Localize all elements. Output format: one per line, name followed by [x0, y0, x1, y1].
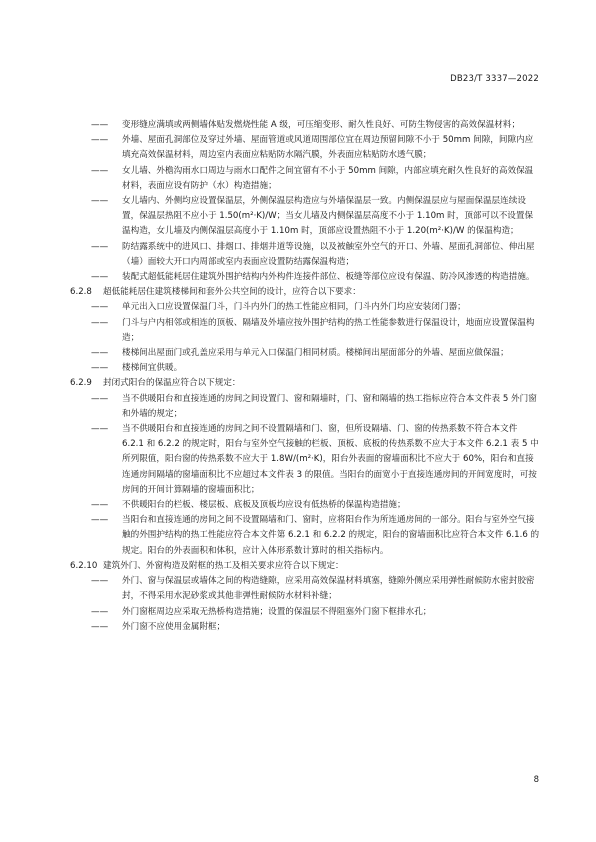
list-item [70, 300, 540, 315]
document-body [70, 118, 540, 635]
list-item [70, 118, 540, 133]
dash-marker: —— [91, 302, 109, 313]
list-item-text: 单元出入口应设置保温门斗，门斗内外门的热工性能应相同，门斗内外门均应安装闭门器； [122, 302, 466, 313]
clause [70, 285, 540, 300]
dash-marker: —— [91, 120, 109, 130]
document-code: DB23/T 3337—2022 [450, 74, 539, 84]
list-item-text: 当阳台和直接连通的房间之间不设置隔墙和门、窗时，应将阳台作为所连通房间的一部分。阳台与室外空气接触的外围护结构的热工性能应符合本文件第 6.2.1 和 6.2.2 的规定，阳台的窗墙面积比应符合本文件 6.1.6 的规定。阳台的外表面积和体积，应计入体形系数计算时的相关指标内。 [122, 515, 540, 556]
list-item [70, 392, 540, 422]
list-item [70, 194, 540, 240]
dash-marker: —— [91, 424, 109, 435]
list-item-text: 当不供暖阳台和直接连通的房间之间设置门、窗和隔墙时，门、窗和隔墙的热工指标应符合本文件表 5 外门窗和外墙的规定； [122, 393, 537, 419]
list-item-text: 楼梯间宜供暖。 [122, 363, 183, 374]
dash-marker: —— [91, 363, 109, 374]
list-item-text: 外门、窗与保温层或墙体之间的构造缝隙，应采用高效保温材料填塞，缝隙外侧应采用弹性耐候防水密封胶密封，不得采用水泥砂浆或其他非弹性耐候防水材料补缝； [122, 576, 535, 602]
clause-text: 建筑外门、外窗构造及附框的热工及相关要求应符合以下规定： [103, 560, 344, 571]
list-item-text: 防结露系统中的进风口、排烟口、排烟井道等设施，以及被触室外空气的开口、外墙、屋面孔洞部位、伸出屋（墙）面较大开口内周部或室内表面应设置防结露保温构造； [122, 241, 535, 267]
dash-marker: —— [91, 393, 109, 404]
list-item-text: 门斗与户内相邻或相连的顶板、隔墙及外墙应按外围护结构的热工性能参数进行保温设计，地面应设置保温构造； [122, 317, 535, 343]
list-item-text: 不供暖阳台的栏板、楼层板、底板及顶板均应设有低热桥的保温构造措施； [122, 500, 406, 511]
list-item [70, 361, 540, 376]
dash-marker: —— [91, 576, 109, 587]
list-item [70, 574, 540, 604]
dash-marker: —— [91, 272, 109, 283]
clause [70, 559, 540, 574]
clause-number: 6.2.8 [70, 287, 92, 298]
dash-marker: —— [91, 621, 109, 632]
dash-marker: —— [91, 348, 109, 359]
dash-marker: —— [91, 165, 109, 176]
list-item-text: 楼梯间出屋面门或孔盖应采用与单元入口保温门相同材质。楼梯间出屋面部分的外墙、屋面应做保温； [122, 348, 509, 359]
dash-marker: —— [91, 241, 109, 252]
list-item [70, 498, 540, 513]
list-item-text: 外门窗框周边应采取无热桥构造措施；设置的保温层不得阻塞外门窗下框排水孔； [122, 606, 432, 617]
list-item [70, 620, 540, 635]
dash-marker: —— [91, 500, 109, 511]
list-item-text: 当不供暖阳台和直接连通的房间之间不设置隔墙和门、窗，但所设隔墙、门、窗的传热系数不符合本文件 6.2.1 和 6.2.2 的规定时，阳台与室外空气接触的栏板、顶板、底板的传热系数不应大于本文件 6.2.1 表 5 中所列限值，阳台窗的传热系数不应大于 1.8W/(m²·K)，阳台外表面的窗墙面积比不应大于 60%，阳台和直接连通房间隔墙的窗墙面积比不应超过本文件表 3 的限值。当阳台的面宽小于直接连通房间的开间宽度时，可按房间的开间计算隔墙的窗墙面积比； [122, 424, 539, 495]
clause [70, 376, 540, 391]
list-item-text: 外门窗不应使用金属附框； [122, 621, 226, 632]
list-item [70, 164, 540, 194]
dash-marker: —— [91, 196, 109, 207]
list-item [70, 133, 540, 163]
list-item [70, 270, 540, 285]
dash-marker: —— [91, 606, 109, 617]
clause-number: 6.2.9 [70, 378, 92, 389]
dash-marker: —— [91, 317, 109, 328]
page-number: 8 [533, 775, 539, 785]
list-item-text: 变形缝应满填或两侧墙体贴发燃烧性能 A 级，可压缩变形、耐久性良好、可防生物侵害的高效保温材料； [122, 120, 521, 130]
list-item [70, 316, 540, 346]
clause-text: 超低能耗居住建筑楼梯间和套外公共空间的设计，应符合以下要求： [103, 287, 361, 298]
list-item [70, 346, 540, 361]
list-item [70, 513, 540, 559]
list-item [70, 422, 540, 498]
clause-text: 封闭式阳台的保温应符合以下规定： [103, 378, 241, 389]
list-item-text: 装配式超低能耗居住建筑外围护结构内外构件连接件部位、板缝等部位应设有保温、防冷风渗透的构造措施。 [122, 272, 535, 283]
clause-number: 6.2.10 [70, 560, 98, 571]
list-item-text: 女儿墙内、外侧均应设置保温层，外侧保温层构造应与外墙保温层一致。内侧保温层应与屋面保温层连续设置，保温层热阻不应小于 1.50(m²·K)/W；当女儿墙及内侧保温层高度不小于 1.10m 时，顶部可以不设置保温构造，女儿墙及内侧保温层高度小于 1.10m 时，顶部应设置热阻不小于 1.20(m²·K)/W 的保温构造； [122, 196, 534, 237]
list-item-text: 外墙、屋面孔洞部位及穿过外墙、屋面管道或风道周围部位宜在周边预留间隙不小于 50mm 间隙，间隙内应填充高效保温材料，周边室内表面应粘贴防水隔汽膜，外表面应粘贴防水透气膜； [122, 135, 534, 161]
list-item [70, 605, 540, 620]
dash-marker: —— [91, 135, 109, 146]
list-item [70, 240, 540, 270]
list-item-text: 女儿墙、外檐沟雨水口周边与雨水口配件之间宜留有不小于 50mm 间隙，内部应填充耐久性良好的高效保温材料，表面应设有防护（水）构造措施； [122, 165, 534, 191]
dash-marker: —— [91, 515, 109, 526]
